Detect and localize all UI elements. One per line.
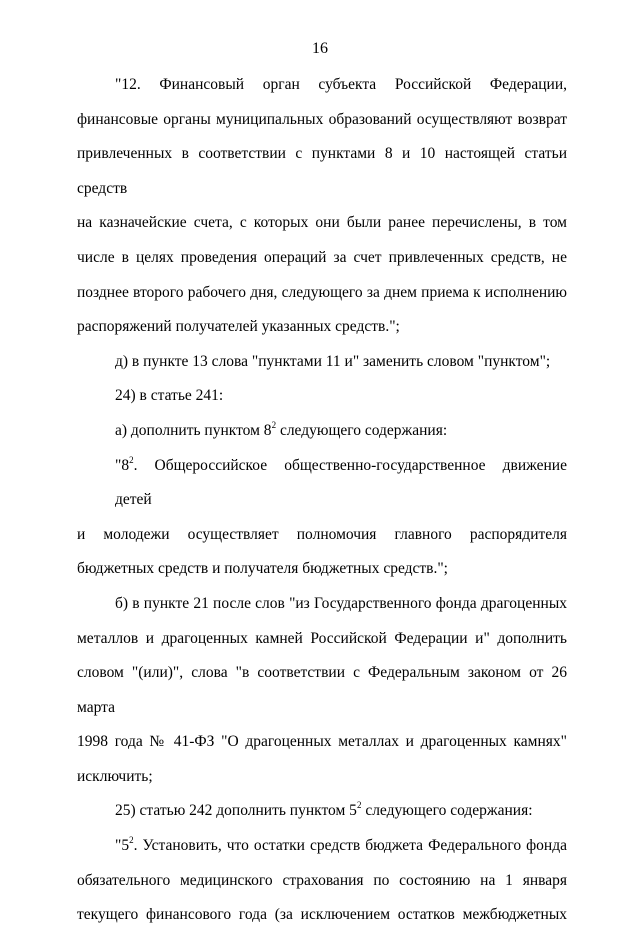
text-line	[77, 794, 567, 829]
paragraph	[77, 794, 567, 829]
text-line: привлеченных в соответствии с пунктами 8 и 10 настоящей статьи средств	[77, 145, 567, 197]
line-text-before-superscript: 25) статью 242 дополнить пунктом 5	[115, 802, 357, 820]
text-line: исключить;	[77, 767, 153, 785]
line-text-after-superscript: следующего содержания:	[361, 802, 533, 820]
text-line: бюджетных средств и получателя бюджетных средств.";	[77, 560, 448, 578]
text-line: словом "(или)", слова "в соответствии с Федеральным законом от 26 марта	[77, 664, 567, 716]
text-line: д) в пункте 13 слова "пунктами 11 и" заменить словом "пунктом";	[115, 352, 551, 370]
paragraph	[77, 587, 567, 795]
superscript: 2	[356, 800, 362, 811]
paragraph	[77, 829, 567, 933]
paragraph	[77, 345, 567, 380]
text-line: распоряжений получателей указанных средств.";	[77, 318, 400, 336]
text-line: б) в пункте 21 после слов "из Государственного фонда драгоценных	[115, 594, 567, 612]
text-line: 24) в статье 241:	[115, 387, 224, 405]
text-line: числе в целях проведения операций за счет привлеченных средств, не	[77, 248, 567, 266]
text-line: финансовые органы муниципальных образований осуществляют возврат	[77, 110, 567, 128]
document-body	[77, 68, 567, 933]
text-line: металлов и драгоценных камней Российской Федерации и" дополнить	[77, 629, 567, 647]
superscript: 2	[271, 419, 277, 430]
line-text-after-superscript: следующего содержания:	[276, 421, 448, 439]
paragraph	[77, 379, 567, 414]
text-line: на казначейские счета, с которых они были ранее перечислены, в том	[77, 214, 567, 232]
text-line	[77, 414, 567, 449]
superscript: 2	[129, 835, 134, 846]
line-text-before-superscript: а) дополнить пунктом 8	[115, 421, 272, 439]
text-line: "12. Финансовый орган субъекта Российской Федерации,	[115, 76, 567, 93]
paragraph	[77, 414, 567, 449]
text-line: позднее второго рабочего дня, следующего за днем приема к исполнению	[77, 283, 567, 301]
text-line	[77, 449, 567, 518]
text-line: и молодежи осуществляет полномочия главного распорядителя	[77, 525, 567, 543]
superscript: 2	[129, 454, 134, 465]
text-line: текущего финансового года (за исключением остатков межбюджетных	[77, 906, 567, 924]
text-line: 1998 года № 41-ФЗ "О драгоценных металлах и драгоценных камнях"	[77, 733, 567, 751]
line-text-after-superscript: . Установить, что остатки средств бюджета Федерального фонда	[133, 837, 567, 855]
page-number: 16	[312, 40, 328, 57]
paragraph	[77, 68, 567, 345]
text-line: обязательного медицинского страхования по состоянию на 1 января	[77, 871, 567, 889]
line-text-after-superscript: . Общероссийское общественно-государственное движение детей	[115, 456, 567, 509]
line-text-before-superscript: "8	[115, 456, 130, 474]
line-text-before-superscript: "5	[115, 837, 130, 855]
paragraph	[77, 449, 567, 587]
text-line	[77, 829, 567, 864]
